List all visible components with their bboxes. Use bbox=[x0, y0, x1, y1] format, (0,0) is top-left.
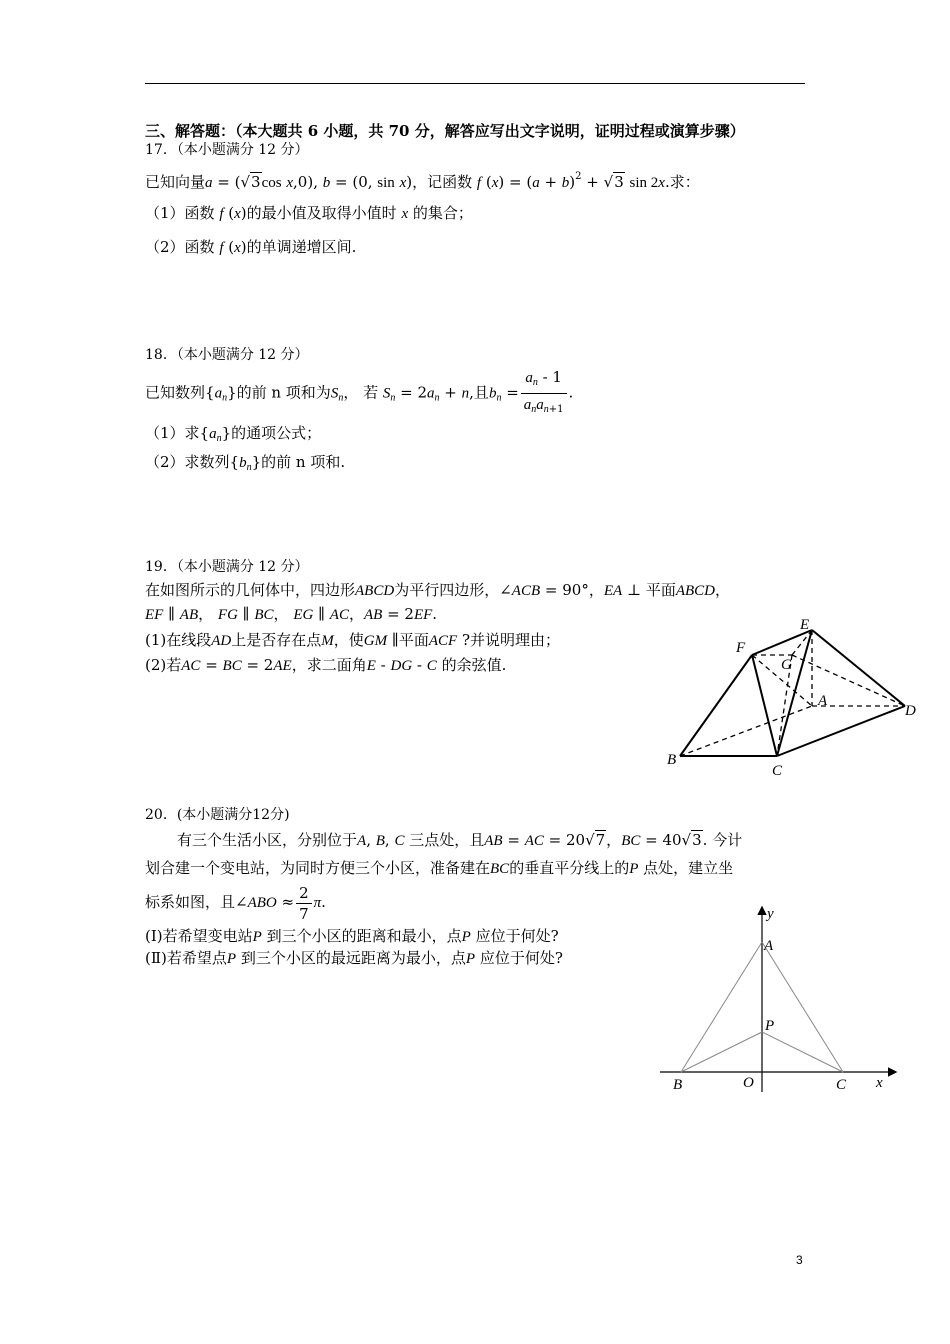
q19-line3: (1)在线段AD上是否存在点M，使GM ∥平面ACF ?并说明理由； bbox=[145, 631, 560, 649]
q19-label-G: G bbox=[781, 657, 792, 673]
q20-label-y: y bbox=[767, 906, 774, 922]
q19-line1: 在如图所示的几何体中，四边形ABCD为平行四边形，∠ACB = 90°，EA ⊥ 平面ABCD， bbox=[145, 581, 731, 599]
q20-label-B: B bbox=[673, 1077, 683, 1093]
q19-header: 19．（本小题满分 12 分） bbox=[145, 559, 309, 575]
q19-line4: (2)若AC = BC = 2AE，求二面角E - DG - C 的余弦值. bbox=[145, 656, 507, 674]
q20-label-O: O bbox=[743, 1075, 754, 1091]
q17-intro: 已知向量a = (√3cos x,0), b = (0, sin x)，记函数 f $(x) = (a + b)^2 + √3$ sin 2x.求： bbox=[145, 171, 700, 191]
header-rule bbox=[145, 83, 805, 84]
q20-label-A: A bbox=[764, 938, 774, 954]
q19-hidden-edges bbox=[680, 630, 905, 756]
q20-line1: 有三个生活小区，分别位于A, B, C 三点处，且AB = AC = 20√7，BC = 40√3. 今计 bbox=[177, 831, 743, 849]
q20-line2: 划合建一个变电站，为同时方便三个小区，准备建在BC的垂直平分线上的P 点处，建立坐 bbox=[145, 859, 734, 877]
q18-part1: （1）求$\{a_n\}$的通项公式； bbox=[145, 424, 322, 444]
q20-line3: 标系如图，且∠ABO ≈ $\frac{2}{7}$ π. bbox=[145, 883, 326, 923]
q20-header: 20．(本小题满分12分) bbox=[145, 807, 290, 823]
q19-label-C: C bbox=[772, 763, 783, 779]
q19-label-B: B bbox=[667, 752, 677, 768]
q19-line2: EF ∥ AB， FG ∥ BC， EG ∥ AC，AB = 2EF. bbox=[145, 605, 438, 623]
q17-part2: （2）函数 f (x)的单调递增区间. bbox=[145, 238, 357, 256]
q19-label-A: A bbox=[818, 693, 828, 709]
q19-label-E: E bbox=[800, 617, 810, 633]
q17-header: 17．（本小题满分 12 分） bbox=[145, 142, 309, 158]
q19-label-F: F bbox=[736, 640, 746, 656]
q20-label-P: P bbox=[765, 1018, 775, 1034]
q20-label-C: C bbox=[836, 1077, 847, 1093]
q20-label-x: x bbox=[876, 1075, 883, 1091]
q20-part2: (Ⅱ)若希望点P 到三个小区的最远距离为最小，点P 应位于何处? bbox=[145, 949, 563, 967]
q20-coordinate-figure bbox=[655, 900, 905, 1100]
page-number: 3 bbox=[796, 1253, 803, 1267]
q20-part1: (Ⅰ)若希望变电站P 到三个小区的距离和最小，点P 应位于何处? bbox=[145, 927, 559, 945]
q19-solid-edges bbox=[680, 630, 905, 756]
q19-geometry-figure bbox=[660, 610, 930, 785]
q18-intro: 已知数列$\{a_n\}$的前 n 项和为$S_n$， 若 $S_n = 2a_n + n$,且$b_n$ = $\frac{a_n - 1}{a_na_{n+1}}$ . bbox=[145, 368, 574, 415]
q19-label-D: D bbox=[905, 703, 916, 719]
section-heading: 三、解答题：（本大题共 6 小题，共 70 分，解答应写出文字说明，证明过程或演算步骤） bbox=[145, 122, 745, 140]
q18-header: 18．（本小题满分 12 分） bbox=[145, 347, 309, 363]
q17-part1: （1）函数 f (x)的最小值及取得小值时 x 的集合； bbox=[145, 204, 473, 222]
q18-part2: （2）求数列$\{b_n\}$的前 n 项和. bbox=[145, 453, 346, 473]
